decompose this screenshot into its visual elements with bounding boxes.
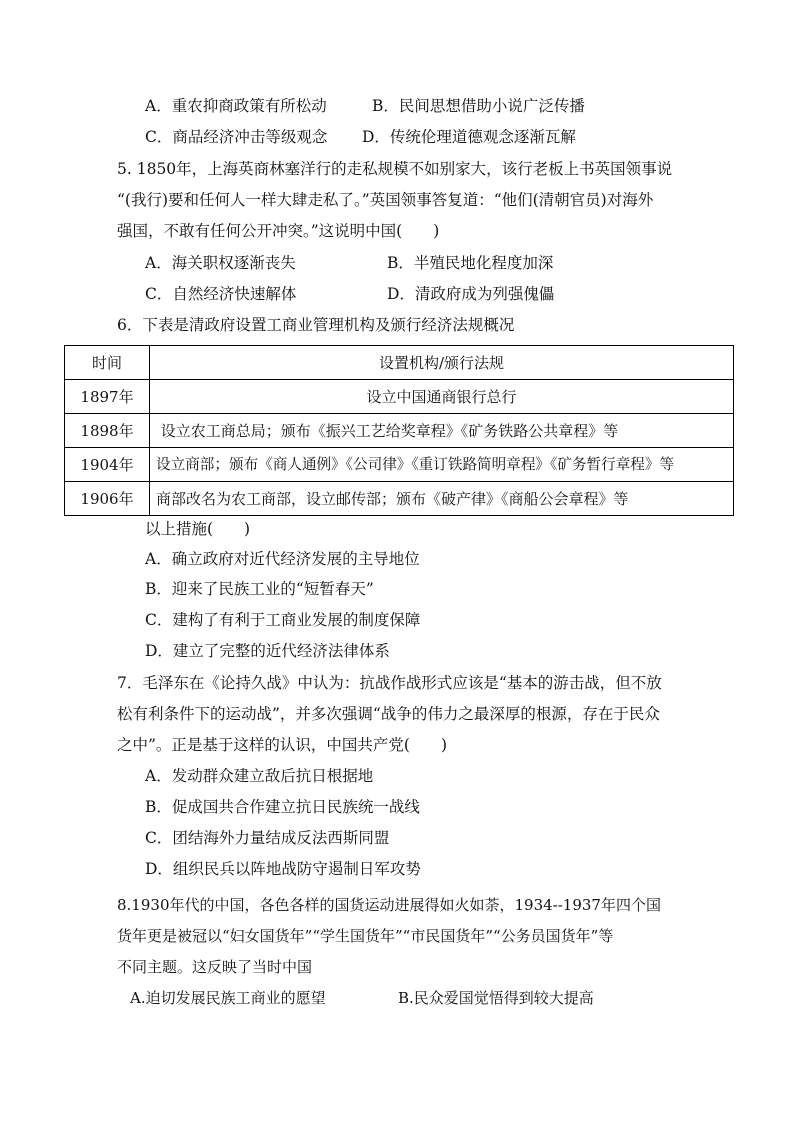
table-cell-measure: 设立中国通商银行总行 <box>150 380 734 414</box>
q7-stem-line3: 之中”。正是基于这样的认识，中国共产党( ) <box>117 736 448 754</box>
q6-after-table: 以上措施( ) <box>145 520 251 538</box>
q6-option-a: A．确立政府对近代经济发展的主导地位 <box>145 550 420 568</box>
table-header-measures: 设置机构/颁行法规 <box>150 346 734 380</box>
q7-stem-line2: 松有利条件下的运动战”，并多次强调“战争的伟力之最深厚的根源，存在于民众 <box>117 705 660 723</box>
q4-option-c: C．商品经济冲击等级观念 <box>145 128 328 146</box>
q6-stem: 6．下表是清政府设置工商业管理机构及颁行经济法规概况 <box>117 316 515 334</box>
q6-option-b: B．迎来了民族工业的“短暂春天” <box>145 580 374 598</box>
table-cell-year: 1898年 <box>65 414 150 448</box>
q4-option-d: D．传统伦理道德观念逐渐瓦解 <box>362 128 576 146</box>
q6-option-d: D．建立了完整的近代经济法律体系 <box>145 642 390 660</box>
q5-stem-line2: “(我行)要和任何人一样大肆走私了。”英国领事答复道：“他们(清朝官员)对海外 <box>117 191 654 209</box>
table-cell-year: 1897年 <box>65 380 150 414</box>
table-cell-measure: 商部改名为农工商部，设立邮传部；颁布《破产律》《商船公会章程》等 <box>150 482 734 516</box>
table-header-row <box>65 346 734 380</box>
q8-stem-line1: 8.1930年代的中国，各色各样的国货运动进展得如火如荼，1934--1937年四个国 <box>117 896 661 914</box>
table-cell-measure: 设立商部；颁布《商人通例》《公司律》《重订铁路简明章程》《矿务暂行章程》等 <box>150 448 734 482</box>
table-header-time: 时间 <box>65 346 150 380</box>
q4-option-b: B．民间思想借助小说广泛传播 <box>372 97 585 115</box>
table-cell-year: 1904年 <box>65 448 150 482</box>
q5-option-b: B．半殖民地化程度加深 <box>387 254 554 272</box>
q8-option-a: A.迫切发展民族工商业的愿望 <box>130 989 326 1007</box>
q8-option-b: B.民众爱国觉悟得到较大提高 <box>398 989 594 1007</box>
q5-option-d: D．清政府成为列强傀儡 <box>387 285 555 303</box>
q7-option-d: D．组织民兵以阵地战防守遏制日军攻势 <box>145 860 421 878</box>
q7-option-c: C．团结海外力量结成反法西斯同盟 <box>145 829 390 847</box>
q5-stem-line1: 5. 1850年，上海英商林塞洋行的走私规模不如别家大，该行老板上书英国领事说 <box>117 160 673 178</box>
table-cell-year: 1906年 <box>65 482 150 516</box>
q7-stem-line1: 7．毛泽东在《论持久战》中认为：抗战作战形式应该是“基本的游击战，但不放 <box>117 674 662 692</box>
q6-table <box>64 345 734 516</box>
q4-option-a: A．重农抑商政策有所松动 <box>145 97 327 115</box>
q7-option-b: B．促成国共合作建立抗日民族统一战线 <box>145 798 420 816</box>
q6-option-c: C．建构了有利于工商业发展的制度保障 <box>145 611 421 629</box>
table-row <box>65 482 734 516</box>
q5-option-a: A．海关职权逐渐丧失 <box>145 254 296 272</box>
table-row <box>65 448 734 482</box>
q8-stem-line3: 不同主题。这反映了当时中国 <box>117 958 313 976</box>
q5-option-c: C．自然经济快速解体 <box>145 285 297 303</box>
q5-stem-line3: 强国，不敢有任何公开冲突。”这说明中国( ) <box>117 222 440 240</box>
table-row <box>65 414 734 448</box>
table-row <box>65 380 734 414</box>
q8-stem-line2: 货年更是被冠以“妇女国货年”“学生国货年”“市民国货年”“公务员国货年”等 <box>117 927 614 945</box>
table-cell-measure: 设立农工商总局；颁布《振兴工艺给奖章程》《矿务铁路公共章程》等 <box>150 414 734 448</box>
q7-option-a: A．发动群众建立敌后抗日根据地 <box>145 767 374 785</box>
